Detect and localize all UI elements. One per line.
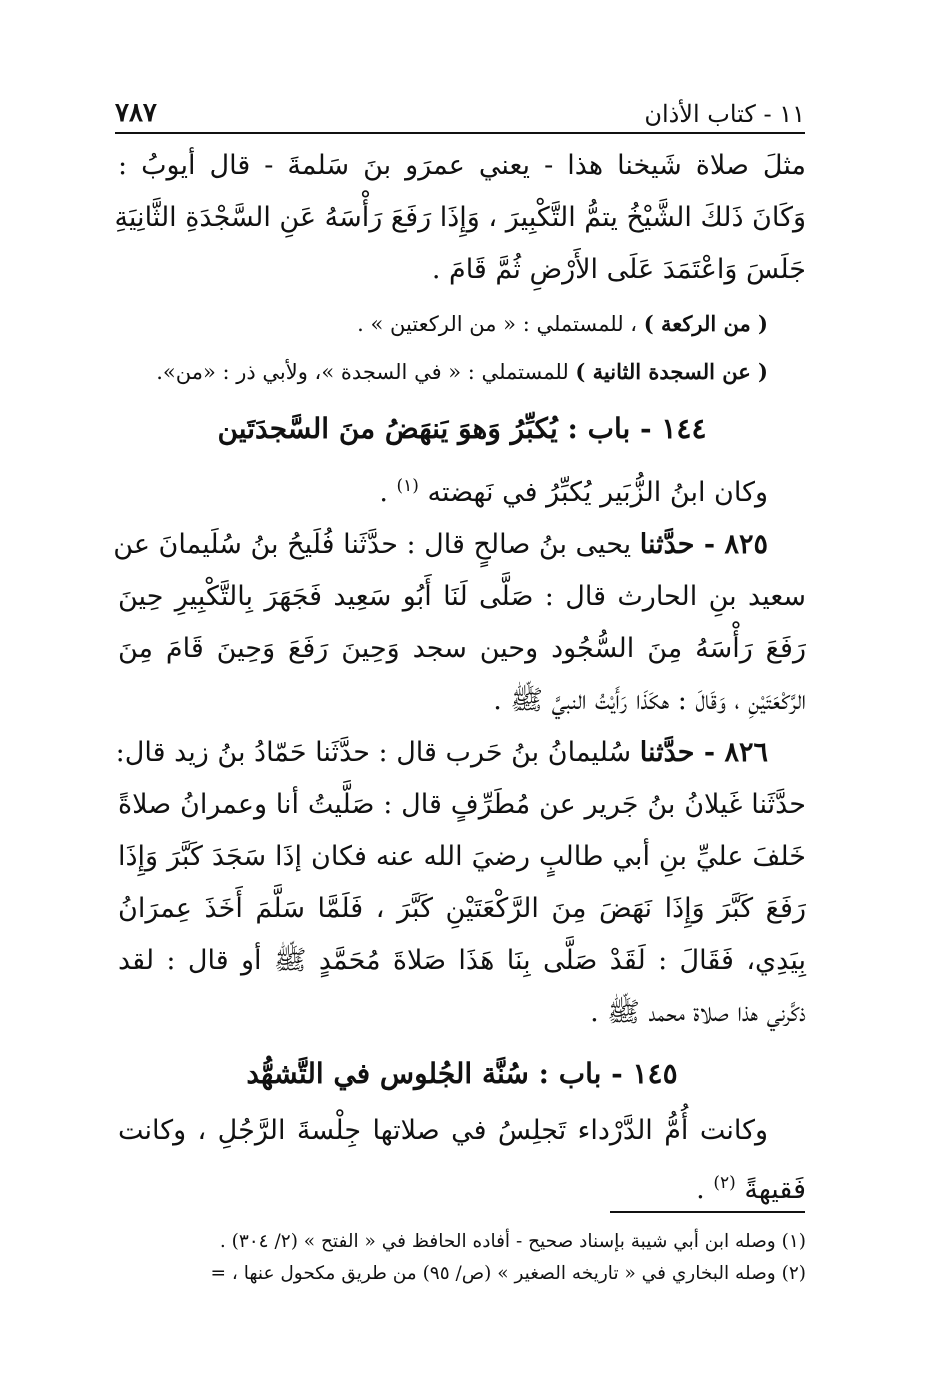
text-line: وكانت أُمُّ الدَّرْداء تَجلِسُ في صلاتها جِلْسةَ الرَّجُلِ ، وكانت [118,1115,768,1146]
main-text [113,140,806,1216]
hadith-line: رَفَعَ كَبَّرَ وَإِذَا نَهَضَ مِنَ الرَّكْعَتَيْنِ كَبَّرَ ، فَلَمَّا سَلَّمَ أَخَذَ عِمرَانُ [118,893,806,924]
hadith-line: سعيد بنِ الحارث قال : صَلَّى لَنَا أَبُو سَعِيد فَجَهَرَ بِالتَّكْبِيرِ حِينَ [118,581,806,612]
hadith-line [115,727,806,779]
chapter-heading-144: ١٤٤ - باب : يُكبِّرُ وَهوَ يَنهَضُ منَ السَّجدَتَين [217,412,707,445]
hadith-text: يحيى بنُ صالحٍ قال : حدَّثَنا فُلَيحُ بنُ سُلَيمانَ عن [113,529,640,560]
footnotes [118,1226,806,1290]
text-line: جَلَسَ وَاعْتَمَدَ عَلَى الأَرْضِ ثُمَّ قَامَ . [431,254,806,285]
hadith-line: ذكَّرني هذا صلاة محمد ﷺ . [590,997,806,1028]
header-rule [115,132,805,134]
text-line [118,1157,806,1216]
text-line-end: . [696,1174,714,1205]
chapter-intro-text: وكان ابنُ الزُّبَير يُكبِّرُ في نَهضته [427,477,768,508]
variant-note-text: ، للمستملي : « من الركعتين » . [357,312,644,336]
hadith-826 [115,727,806,1039]
chapter-intro [118,460,806,519]
chapter-heading-145: ١٤٥ - باب : سُنَّة الجُلوس في التَّشهُّد [246,1057,678,1090]
text-line: مثلَ صلاة شَيخنا هذا - يعني عمرَو بنَ سَلمةَ - قال أيوبُ : [118,150,806,181]
variant-note-term: ( عن السجدة الثانية ) [575,359,768,384]
page-number: ٧٨٧ [115,98,157,128]
variant-note-term: ( من الركعة ) [643,311,768,336]
footnote: (١) وصله ابن أبي شيبة بإسناد صحيح - أفاده الحافظ في « الفتح » (٢/ ٣٠٤) . [219,1231,806,1252]
text-line: وَكَانَ ذَلكَ الشَّيْخُ يتمُّ التَّكْبِيرَ ، وَإِذَا رَفَعَ رَأْسَهُ عَنِ السَّجْدَةِ الثَّانِيَةِ [114,202,806,233]
footnote-ref: (٢) [713,1173,736,1193]
text-line-word: فَقيهةً [744,1174,806,1205]
hadith-line: بِيَدِي، فَقَالَ : لَقَدْ صَلَّى بِنَا هَذَا صَلاةَ مُحَمَّدٍ ﷺ أو قال : لقد [118,945,806,976]
hadith-line: حدَّثَنا غَيلانُ بنُ جَرير عن مُطَرِّفٍ قال : صَلَّيتُ أنا وعمرانُ صلاةً [118,789,806,820]
page-header [115,88,805,128]
chapter-145-text [118,1105,806,1216]
hadith-text: سُليمانُ بنُ حَرب قال : حدَّثَنا حَمّادُ بنُ زيد قال: [115,737,640,768]
hadith-825 [113,519,806,727]
hadith-line [113,519,806,571]
continued-hadith-text [114,140,806,296]
variant-note [118,348,806,396]
chapter-intro-end: . [379,477,397,508]
footnote-ref: (١) [396,476,419,496]
hadith-line: رَفَعَ رَأْسَهُ مِنَ السُّجُود وحين سجد وَحِينَ رَفَعَ وَحِينَ قَامَ مِنَ [118,633,806,664]
hadith-number: ٨٢٥ - حدَّثنا [639,529,768,560]
variant-note-text: للمستملي : « في السجدة »، ولأبي ذر : «من». [156,360,576,384]
running-title: ١١ - كتاب الأذان [644,100,805,128]
hadith-line: خَلفَ عليِّ بنِ أبي طالبٍ رضيَ الله عنه فكان إذَا سَجَدَ كَبَّرَ وَإِذَا [118,841,806,872]
variant-note [118,300,806,348]
footnote-rule [610,1211,805,1213]
hadith-number: ٨٢٦ - حدَّثنا [639,737,768,768]
footnote: (٢) وصله البخاري في « تاريخه الصغير » (ص/ ٩٥) من طريق مكحول عنها ، = [210,1263,806,1284]
hadith-line: الرَّكْعَتَيْنِ ، وَقَالَ : هكَذَا رَأَيْتُ النبيَّ ﷺ . [493,685,806,716]
